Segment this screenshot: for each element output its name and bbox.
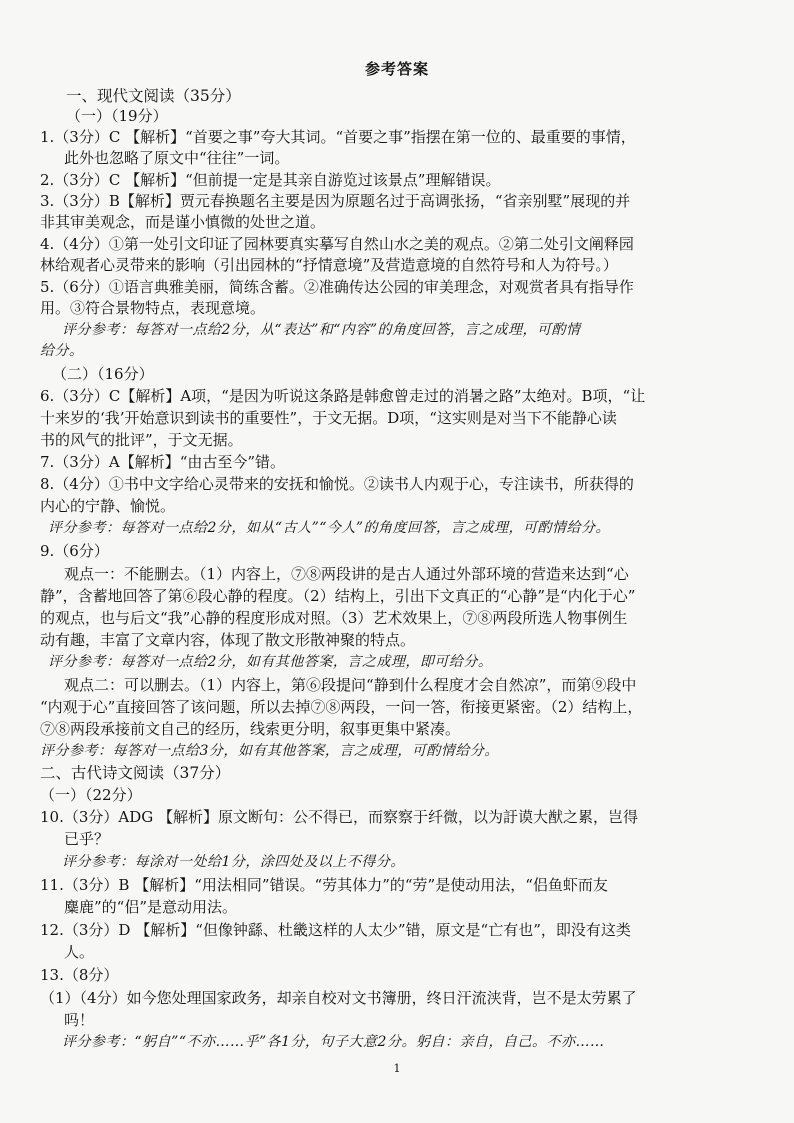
- answer-line: 此外也忽略了原文中“往往”一词。: [64, 149, 290, 167]
- subsection-heading: （二）（16分）: [52, 365, 154, 383]
- answer-line: 11.（3分）B 【解析】“用法相同”错误。“劳其体力”的“劳”是使动用法，“侣鱼虾而友: [40, 876, 608, 894]
- page-title: 参考答案: [364, 60, 429, 78]
- answer-line: 8.（4分）①书中文字给心灵带来的安抚和愉悦。②读书人内观于心，专注读书，所获得的: [40, 475, 634, 493]
- answer-line: 5.（6分）①语言典雅美丽，简练含蓄。②准确传达公园的审美理念，对观赏者具有指导作: [40, 278, 634, 296]
- answer-line: 书的风气的批评”，于文无据。: [40, 431, 243, 449]
- subsection-heading: （一）（19分）: [66, 107, 168, 125]
- answer-line: 观点二：可以删去。（1）内容上，第⑥段提问“静到什么程度才会自然凉”，而第⑨段中: [64, 676, 637, 694]
- page-number: 1: [393, 1062, 401, 1075]
- answer-line: ⑦⑧两段承接前文自己的经历，线索更分明，叙事更集中紧凑。: [40, 720, 461, 738]
- answer-line: 1.（3分）C 【解析】“首要之事”夸大其词。“首要之事”指摆在第一位的、最重要的事情，: [40, 128, 636, 146]
- answer-line: 9.（6分）: [40, 542, 109, 560]
- answer-line: 人。: [64, 943, 95, 961]
- answer-line: “内观于心”直接回答了该问题，所以去掉⑦⑧两段，一问一答，衔接更紧密。（2）结构上，: [40, 698, 643, 716]
- answer-line: 内心的宁静、愉悦。: [40, 497, 176, 515]
- answer-line: 6.（3分）C【解析】A项，“是因为听说这条路是韩愈曾走过的消暑之路”太绝对。B项，“让: [40, 387, 646, 405]
- answer-line: 4.（4分）①第一处引文印证了园林要真实摹写自然山水之美的观点。②第二处引文阐释园: [40, 235, 634, 253]
- answer-line: 用。③符合景物特点，表现意境。: [40, 299, 266, 317]
- subsection-heading: （一）（22分）: [40, 786, 142, 804]
- scoring-note: 评分参考：“躬自”“不亦……乎”各1分，句子大意2分。躬自：亲自，自己。不亦……: [62, 1034, 605, 1050]
- answer-line: 非其审美观念，而是谨小慎微的处世之道。: [40, 213, 326, 231]
- scoring-note: 评分参考：每涂对一处给1分，涂四处及以上不得分。: [62, 854, 405, 870]
- answer-line: 麋鹿”的“侣”是意动用法。: [64, 898, 238, 916]
- scoring-note: 评分参考：每答对一点给3分，如有其他答案，言之成理，可酌情给分。: [40, 743, 499, 759]
- answer-line: 的观点，也与后文“我”心静的程度形成对照。（3）艺术效果上，⑦⑧两段所选人物事例生: [40, 609, 628, 627]
- section-heading: 二、古代诗文阅读（37分）: [40, 764, 231, 782]
- answer-line: 13.（8分）: [40, 966, 119, 984]
- answer-line: 观点一：不能删去。（1）内容上，⑦⑧两段讲的是古人通过外部环境的营造来达到“心: [64, 565, 629, 583]
- scoring-note: 评分参考：每答对一点给2分，如从“古人”“今人”的角度回答，言之成理，可酌情给分。: [48, 520, 611, 536]
- answer-line: 动有趣，丰富了文章内容，体现了散文形散神聚的特点。: [40, 631, 416, 649]
- answer-line: 3.（3分）B【解析】贾元春换题名主要是因为原题名过于高调张扬，“省亲别墅”展现的并: [40, 192, 631, 210]
- scoring-note: 评分参考：每答对一点给2分，如有其他答案，言之成理，即可给分。: [48, 654, 493, 670]
- answer-line: 吗！: [64, 1011, 95, 1029]
- scoring-note: 给分。: [40, 343, 84, 359]
- answer-line: （1）（4分）如今您处理国家政务，却亲自校对文书簿册，终日汗流浃背，岂不是太劳累了: [40, 989, 637, 1007]
- answer-line: 已乎？: [64, 830, 110, 848]
- answer-line: 10.（3分）ADG 【解析】原文断句：公不得已，而察察于纤微，以为訏谟大猷之累，岂得: [40, 808, 639, 826]
- answer-line: 静”，含蓄地回答了第⑥段心静的程度。（2）结构上，引出下文真正的“心静”是“内化于心”: [40, 587, 636, 605]
- answer-line: 林给观者心灵带来的影响（引出园林的“抒情意境”及营造意境的自然符号和人为符号。）: [40, 256, 618, 274]
- answer-line: 7.（3分）A【解析】“由古至今”错。: [40, 453, 286, 471]
- scoring-note: 评分参考：每答对一点给2分，从“表达”和“内容”的角度回答，言之成理，可酌情: [62, 322, 581, 338]
- answer-line: 2.（3分）C 【解析】“但前提一定是其亲自游览过该景点”理解错误。: [40, 171, 501, 189]
- answer-line: 12.（3分）D 【解析】“但像钟繇、杜畿这样的人太少”错，原文是“亡有也”，即没有这类: [40, 921, 631, 939]
- section-heading: 一、现代文阅读（35分）: [66, 87, 241, 105]
- answer-line: 十来岁的‘我’开始意识到读书的重要性”，于文无据。D项，“这实则是对当下不能静心读: [40, 409, 617, 427]
